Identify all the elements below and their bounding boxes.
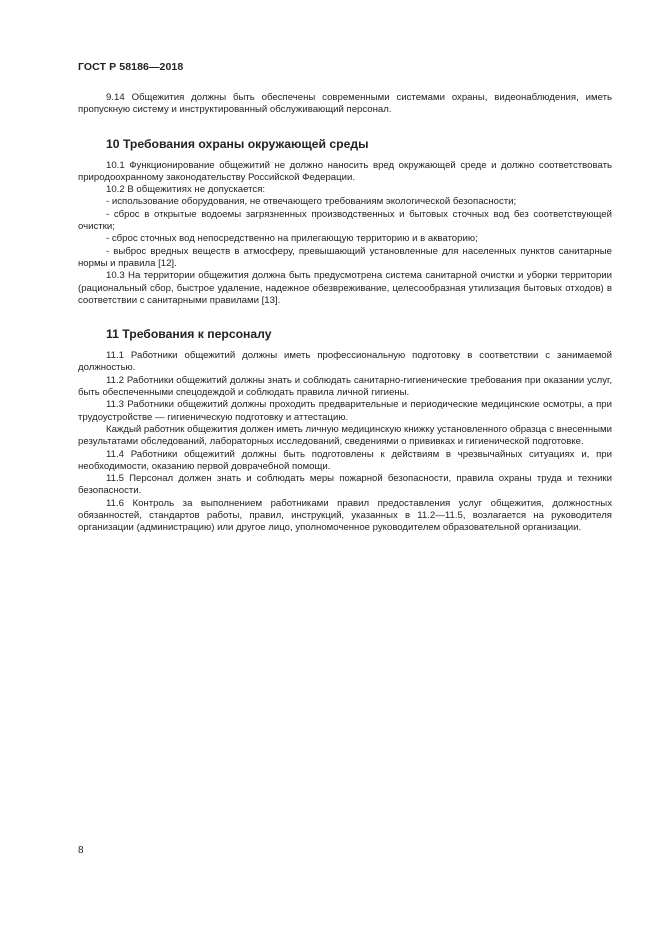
paragraph-11-3: 11.3 Работники общежитий должны проходить предварительные и периодические медицинские осмотры, а при трудоустройстве — гигиеническую подготовку и аттестацию. xyxy=(78,399,612,423)
paragraph-11-6: 11.6 Контроль за выполнением работниками правил предоставления услуг общежития, должностных обязанностей, стандартов работы, правил, инструкций, указанных в 11.2—11.5, возлагается на руководителя организации (администрацию) или другое лицо, уполномоченное руководителем образовательной организации. xyxy=(78,497,612,534)
paragraph-11-2: 11.2 Работники общежитий должны знать и соблюдать санитарно-гигиенические требования при оказании услуг, быть обеспеченными спецодеждой и соблюдать правила личной гигиены. xyxy=(78,374,612,399)
list-item: - сброс сточных вод непосредственно на прилегающую территорию и в акваторию; xyxy=(106,233,478,245)
page-body xyxy=(78,92,612,535)
list-item: - использование оборудования, не отвечающего требованиям экологической безопасности; xyxy=(106,196,517,208)
paragraph-10-1: 10.1 Функционирование общежитий не должно наносить вред окружающей среде и должно соответствовать природоохранному законодательству Российской Федерации. xyxy=(78,159,612,183)
section-11-heading: 11 Требования к персоналу xyxy=(106,327,272,342)
standard-header: ГОСТ Р 58186—2018 xyxy=(78,61,184,73)
list-item: - сброс в открытые водоемы загрязненных производственных и бытовых сточных вод без соответствующей очистки; xyxy=(78,208,612,233)
paragraph-11-1: 11.1 Работники общежитий должны иметь профессиональную подготовку в соответствии с занимаемой должностью. xyxy=(78,350,612,374)
section-10-heading: 10 Требования охраны окружающей среды xyxy=(106,136,369,151)
paragraph-10-2: 10.2 В общежитиях не допускается: xyxy=(106,184,266,196)
page-number: 8 xyxy=(78,845,84,856)
paragraph-11-5: 11.5 Персонал должен знать и соблюдать меры пожарной безопасности, правила охраны труда и техники безопасности. xyxy=(78,473,612,497)
paragraph-11-3-medical-book: Каждый работник общежития должен иметь личную медицинскую книжку установленного образца с внесенными результатами обследований, лабораторных исследований, сведениями о прививках и гигиенической подготовке. xyxy=(78,423,612,448)
paragraph-10-3: 10.3 На территории общежития должна быть предусмотрена система санитарной очистки и уборки территории (рациональный сбор, быстрое удаление, надежное обезвреживание, целесообразная утилизация бытовых отходов) в соответствии с санитарными правилами [13]. xyxy=(78,270,612,306)
list-item: - выброс вредных веществ в атмосферу, превышающий установленные для населенных пунктов санитарные нормы и правила [12]. xyxy=(78,245,612,269)
paragraph-11-4: 11.4 Работники общежитий должны быть подготовлены к действиям в чрезвычайных ситуациях и, при необходимости, оказанию первой доврачебной помощи. xyxy=(78,448,612,472)
paragraph-9-14: 9.14 Общежития должны быть обеспечены современными системами охраны, видеонаблюдения, иметь пропускную систему и инструктированный обслуживающий персонал. xyxy=(78,92,612,116)
